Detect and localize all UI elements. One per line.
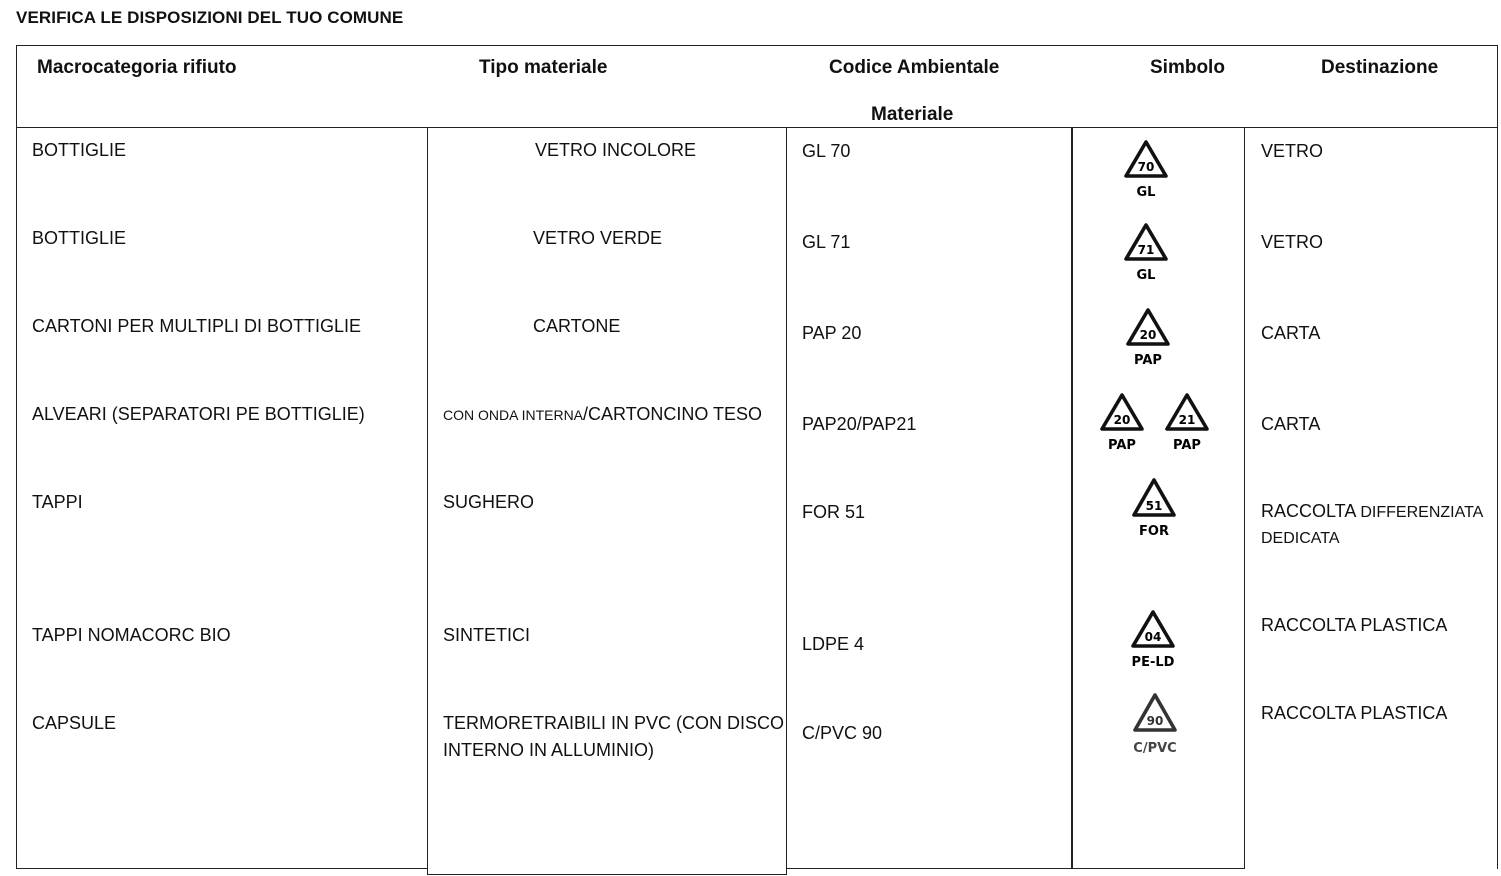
recycling-triangle-icon [1124, 477, 1184, 541]
svg-text:GL: GL [1136, 268, 1156, 283]
cell-macro: ALVEARI (SEPARATORI PE BOTTIGLIE) [32, 404, 365, 424]
svg-text:PAP: PAP [1173, 438, 1201, 453]
cell-macro: TAPPI [32, 492, 83, 512]
svg-text:70: 70 [1137, 160, 1155, 174]
cell-codice: GL 71 [802, 232, 851, 252]
header-simbolo: Simbolo [1150, 57, 1225, 78]
svg-text:90: 90 [1146, 714, 1164, 728]
cell-tipo: TERMORETRAIBILI IN PVC (CON DISCO [443, 713, 785, 733]
cell-destinazione: VETRO [1261, 141, 1324, 161]
svg-text:PAP: PAP [1108, 438, 1136, 453]
header-macrocategoria: Macrocategoria rifiuto [37, 57, 237, 78]
svg-text:PE-LD: PE-LD [1131, 655, 1175, 670]
recycling-triangle-icon [1118, 307, 1178, 369]
cell-destinazione: RACCOLTA PLASTICA [1261, 615, 1448, 635]
svg-text:21: 21 [1178, 413, 1196, 427]
cell-codice: C/PVC 90 [802, 723, 883, 743]
svg-text:C/PVC: C/PVC [1133, 741, 1177, 756]
recycling-triangle-icon [1122, 609, 1184, 671]
cell-destinazione: VETRO [1261, 232, 1324, 252]
cell-tipo: CON ONDA INTERNA/CARTONCINO TESO [443, 404, 763, 424]
cell-codice: LDPE 4 [802, 634, 865, 654]
cell-destinazione: CARTA [1261, 414, 1321, 434]
cell-macro: BOTTIGLIE [32, 140, 127, 160]
svg-text:PAP: PAP [1134, 353, 1162, 368]
cell-macro: CAPSULE [32, 713, 117, 733]
cell-macro: TAPPI NOMACORC BIO [32, 625, 231, 645]
svg-text:51: 51 [1145, 499, 1163, 513]
cell-destinazione-line-2: DEDICATA [1261, 530, 1340, 547]
cell-tipo-line-2: INTERNO IN ALLUMINIO) [443, 740, 655, 760]
cell-destinazione: RACCOLTA DIFFERENZIATA [1261, 501, 1484, 521]
cell-codice: GL 70 [802, 141, 851, 161]
table-header [16, 45, 1498, 128]
header-destinazione: Destinazione [1321, 57, 1439, 78]
cell-tipo: CARTONE [533, 316, 621, 336]
svg-text:FOR: FOR [1139, 524, 1169, 539]
recycling-triangle-icon [1117, 222, 1175, 284]
header-tipo-materiale: Tipo materiale [479, 57, 608, 78]
svg-text:71: 71 [1137, 243, 1155, 257]
cell-codice: PAP 20 [802, 323, 862, 343]
recycling-triangle-icon [1124, 692, 1186, 758]
cell-destinazione: RACCOLTA PLASTICA [1261, 703, 1448, 723]
page-title: VERIFICA LE DISPOSIZIONI DEL TUO COMUNE [16, 8, 404, 27]
svg-text:20: 20 [1113, 413, 1131, 427]
cell-macro: CARTONI PER MULTIPLI DI BOTTIGLIE [32, 316, 362, 336]
svg-text:GL: GL [1136, 185, 1156, 200]
header-codice-materiale: Materiale [871, 104, 954, 124]
cell-macro: BOTTIGLIE [32, 228, 127, 248]
recycling-triangle-icon [1117, 139, 1175, 201]
svg-text:04: 04 [1144, 630, 1162, 644]
cell-codice: FOR 51 [802, 502, 866, 522]
recycling-triangle-icon [1157, 392, 1217, 454]
cell-tipo: VETRO INCOLORE [535, 140, 697, 160]
cell-codice: PAP20/PAP21 [802, 414, 917, 434]
cell-tipo: VETRO VERDE [533, 228, 663, 248]
recycling-triangle-icon [1092, 392, 1152, 454]
svg-text:20: 20 [1139, 328, 1157, 342]
cell-destinazione: CARTA [1261, 323, 1321, 343]
header-codice-ambientale: Codice Ambientale [829, 57, 1000, 78]
cell-tipo: SINTETICI [443, 625, 531, 645]
cell-tipo: SUGHERO [443, 492, 535, 512]
